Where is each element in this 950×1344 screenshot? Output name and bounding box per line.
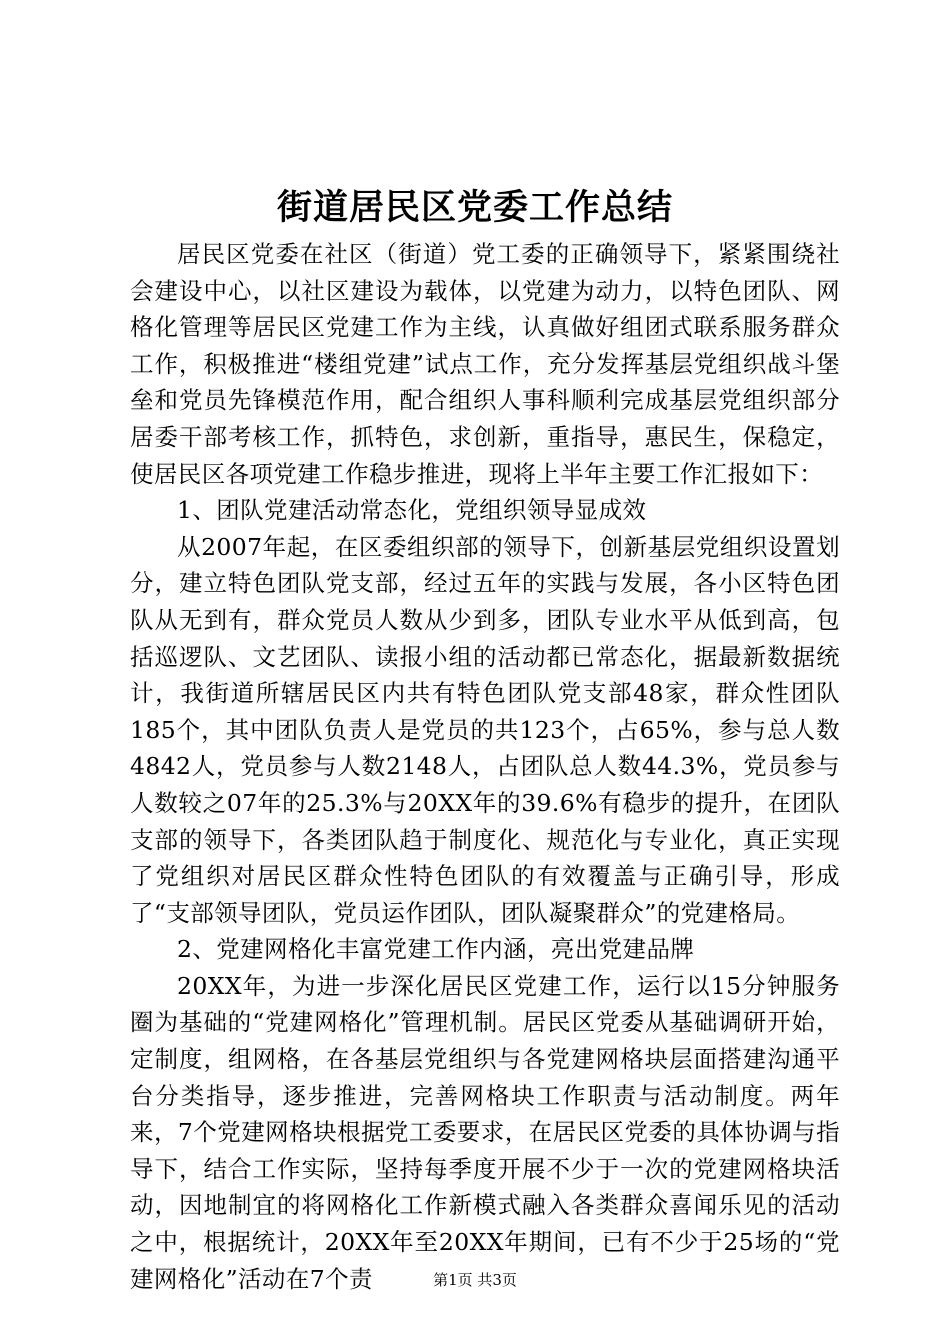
section-heading-1: 1、团队党建活动常态化，党组织领导显成效 xyxy=(177,496,647,525)
intro-paragraph: 居民区党委在社区（街道）党工委的正确领导下，紧紧围绕社会建设中心，以社区建设为载体，以党建为动力，以特色团队、网格化管理等居民区党建工作为主线，认真做好组团式联系服务群众工作，积极推进“楼组党建”试点工作，充分发挥基层党组织战斗堡垒和党员先锋模范作用，配合组织人事科顺利完成基层党组织部分居委干部考核工作，抓特色，求创新，重指导，惠民生，保稳定，使居民区各项党建工作稳步推进，现将上半年主要工作汇报如下： xyxy=(130,240,840,488)
section-paragraph-2: 20XX年，为进一步深化居民区党建工作，运行以15分钟服务圈为基础的“党建网格化”管理机制。居民区党委从基础调研开始，定制度，组网格，在各基层党组织与各党建网格块层面搭建沟通平台分类指导，逐步推进，完善网格块工作职责与活动制度。两年来，7个党建网格块根据党工委要求，在居民区党委的具体协调与指导下，结合工作实际，坚持每季度开展不少于一次的党建网格块活动，因地制宜的将网格化工作新模式融入各类群众喜闻乐见的活动之中，根据统计，20XX年至20XX年期间，已有不少于25场的“党建网格化”活动在7个责 xyxy=(130,971,840,1293)
document-title: 街道居民区党委工作总结 xyxy=(276,187,673,228)
page-number-footer: 第1页 共3页 xyxy=(433,1271,517,1289)
section-paragraph-1: 从2007年起，在区委组织部的领导下，创新基层党组织设置划分，建立特色团队党支部，经过五年的实践与发展，各小区特色团队从无到有，群众党员人数从少到多，团队专业水平从低到高，包括巡逻队、文艺团队、读报小组的活动都已常态化，据最新数据统计，我街道所辖居民区内共有特色团队党支部48家，群众性团队185个，其中团队负责人是党员的共123个，占65%，参与总人数4842人，党员参与人数2148人，占团队总人数44.3%，党员参与人数较之07年的25.3%与20XX年的39.6%有稳步的提升，在团队支部的领导下，各类团队趋于制度化、规范化与专业化，真正实现了党组织对居民区群众性特色团队的有效覆盖与正确引导，形成了“支部领导团队，党员运作团队，团队凝聚群众”的党建格局。 xyxy=(130,532,840,927)
document-body xyxy=(130,236,840,1297)
section-heading-2: 2、党建网格化丰富党建工作内涵，亮出党建品牌 xyxy=(177,935,695,964)
